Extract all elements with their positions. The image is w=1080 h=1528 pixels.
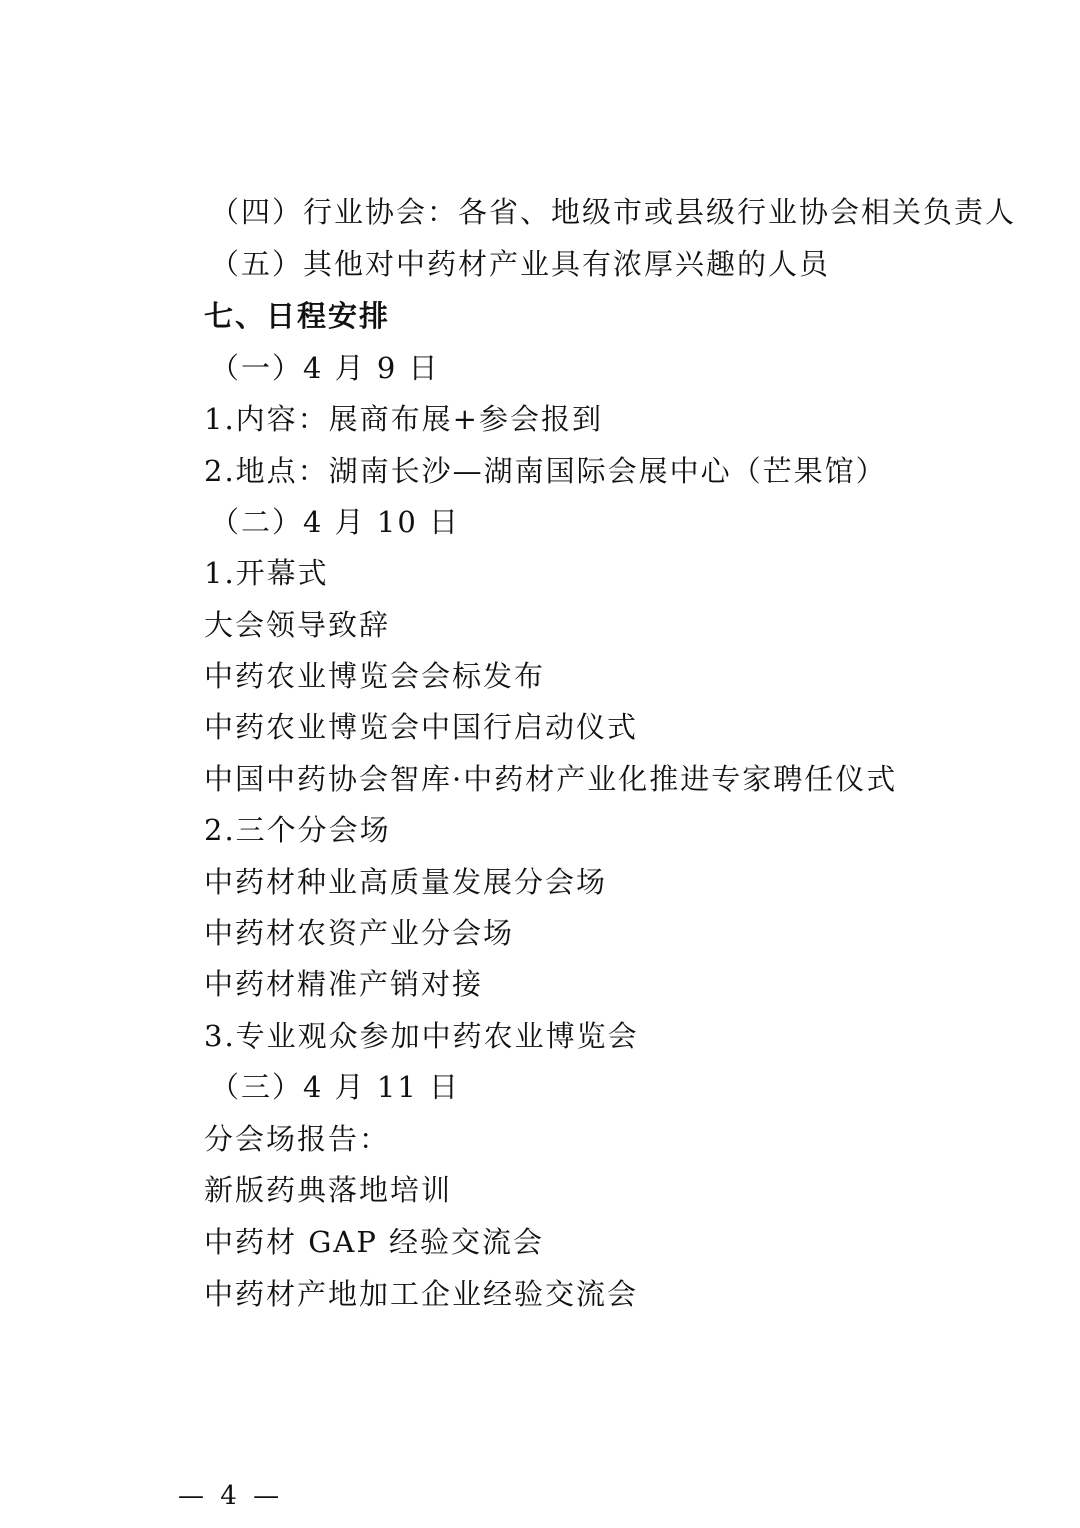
date-heading-apr-11: （三）4 月 11 日 xyxy=(210,1070,461,1104)
text-line-three-venues: 2.三个分会场 xyxy=(204,813,391,847)
text-line-pharmacopoeia: 新版药典落地培训 xyxy=(204,1173,453,1207)
text-line-audience: 3.专业观众参加中药农业博览会 xyxy=(204,1019,639,1053)
date-heading-apr-10: （二）4 月 10 日 xyxy=(210,505,461,539)
text-line-reports: 分会场报告： xyxy=(204,1122,391,1156)
text-line-location: 2.地点：湖南长沙—湖南国际会展中心（芒果馆） xyxy=(204,454,887,488)
text-line-agri-venue: 中药材农资产业分会场 xyxy=(204,916,515,950)
section-heading-schedule: 七、日程安排 xyxy=(204,299,391,333)
text-line-content: 1.内容：展商布展+参会报到 xyxy=(204,402,603,436)
text-line-attendees-4: （四）行业协会：各省、地级市或县级行业协会相关负责人 xyxy=(210,195,1017,229)
text-line-opening: 1.开幕式 xyxy=(204,556,329,590)
text-line-market-venue: 中药材精准产销对接 xyxy=(204,967,484,1001)
text-line-logo-release: 中药农业博览会会标发布 xyxy=(204,659,546,693)
text-line-speech: 大会领导致辞 xyxy=(204,608,391,642)
text-line-china-tour: 中药农业博览会中国行启动仪式 xyxy=(204,710,639,744)
date-heading-apr-9: （一）4 月 9 日 xyxy=(210,351,440,385)
text-line-seed-venue: 中药材种业高质量发展分会场 xyxy=(204,865,608,899)
text-line-attendees-5: （五）其他对中药材产业具有浓厚兴趣的人员 xyxy=(210,247,831,281)
text-line-expert-ceremony: 中国中药协会智库·中药材产业化推进专家聘任仪式 xyxy=(204,762,898,796)
text-line-processing: 中药材产地加工企业经验交流会 xyxy=(204,1277,639,1311)
page-number: — 4 — xyxy=(178,1481,284,1511)
text-line-gap: 中药材 GAP 经验交流会 xyxy=(204,1225,545,1259)
